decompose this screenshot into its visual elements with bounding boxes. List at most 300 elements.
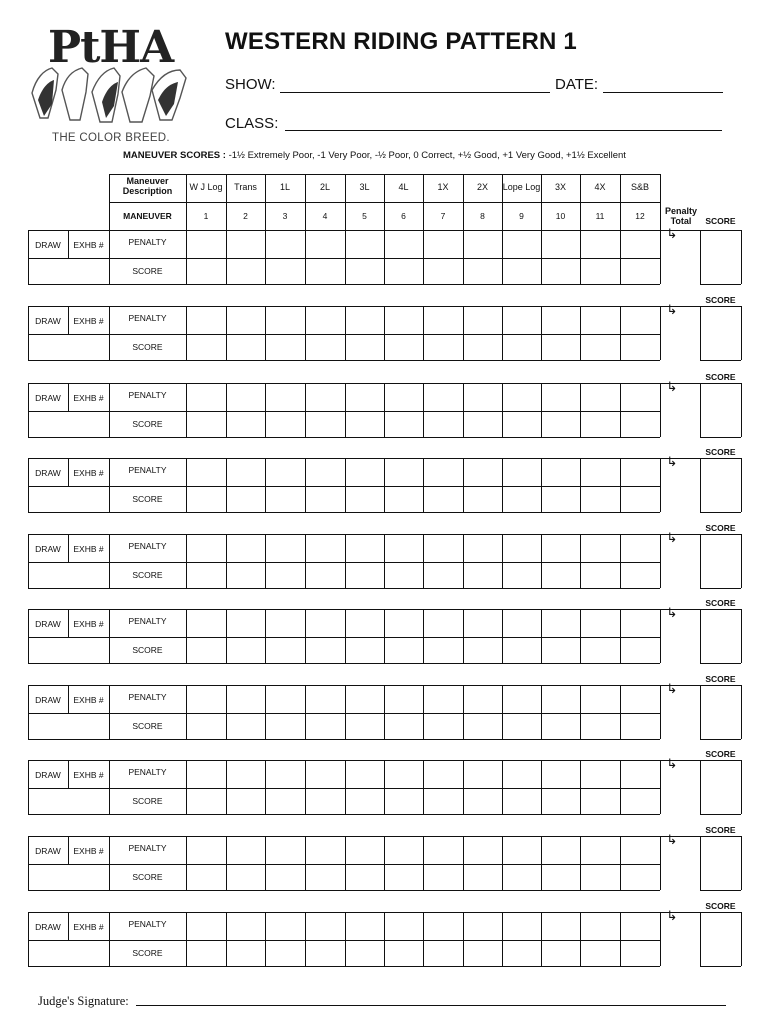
class-field[interactable] (285, 130, 722, 131)
score-cell[interactable] (384, 788, 423, 814)
penalty-cell[interactable] (423, 836, 463, 864)
maneuver-number: 10 (555, 211, 566, 221)
final-score-cell[interactable] (700, 912, 741, 966)
score-cell[interactable] (620, 562, 660, 588)
penalty-cell[interactable] (384, 383, 423, 411)
penalty-cell[interactable] (186, 458, 226, 486)
score-cell[interactable] (345, 486, 384, 512)
penalty-cell[interactable] (580, 836, 620, 864)
penalty-cell[interactable] (384, 306, 423, 334)
penalty-cell[interactable] (620, 609, 660, 637)
penalty-cell[interactable] (541, 836, 580, 864)
penalty-cell[interactable] (502, 534, 541, 562)
penalty-cell[interactable] (423, 534, 463, 562)
penalty-cell[interactable] (580, 458, 620, 486)
penalty-cell[interactable] (226, 836, 265, 864)
score-cell[interactable] (580, 713, 620, 739)
score-header: SCORE (705, 901, 736, 911)
score-cell[interactable] (384, 637, 423, 663)
score-cell[interactable] (423, 562, 463, 588)
penalty-cell[interactable] (186, 534, 226, 562)
final-score-cell[interactable] (700, 458, 741, 512)
final-score-cell[interactable] (700, 836, 741, 890)
penalty-total-cell[interactable] (660, 458, 700, 512)
final-score-cell[interactable] (700, 306, 741, 360)
maneuver-name: 2X (476, 182, 488, 192)
score-cell[interactable] (580, 411, 620, 437)
penalty-cell[interactable] (186, 760, 226, 788)
score-header: SCORE (705, 749, 736, 759)
final-score-cell[interactable] (700, 760, 741, 814)
penalty-cell[interactable] (345, 458, 384, 486)
score-cell[interactable] (463, 562, 502, 588)
score-cell[interactable] (620, 637, 660, 663)
score-cell[interactable] (305, 411, 345, 437)
penalty-cell[interactable] (580, 534, 620, 562)
penalty-cell[interactable] (580, 912, 620, 940)
penalty-cell[interactable] (463, 306, 502, 334)
penalty-cell[interactable] (463, 836, 502, 864)
score-cell[interactable] (620, 334, 660, 360)
final-score-cell[interactable] (700, 534, 741, 588)
class-label: CLASS: (225, 115, 279, 132)
score-cell[interactable] (463, 411, 502, 437)
score-cell[interactable] (620, 940, 660, 966)
score-cell[interactable] (226, 334, 265, 360)
penalty-cell[interactable] (265, 912, 305, 940)
penalty-cell[interactable] (384, 836, 423, 864)
penalty-cell[interactable] (384, 912, 423, 940)
penalty-cell[interactable] (463, 912, 502, 940)
penalty-cell[interactable] (384, 609, 423, 637)
arrow-icon: ↳ (666, 908, 678, 923)
rider-name-field[interactable] (28, 788, 109, 814)
penalty-cell[interactable] (463, 760, 502, 788)
penalty-cell[interactable] (345, 912, 384, 940)
score-cell[interactable] (463, 334, 502, 360)
penalty-cell[interactable] (620, 534, 660, 562)
penalty-cell[interactable] (305, 685, 345, 713)
score-cell[interactable] (541, 258, 580, 284)
penalty-cell[interactable] (305, 306, 345, 334)
score-cell[interactable] (463, 258, 502, 284)
score-cell[interactable] (580, 864, 620, 890)
penalty-cell[interactable] (423, 306, 463, 334)
penalty-cell[interactable] (345, 685, 384, 713)
score-cell[interactable] (502, 864, 541, 890)
penalty-cell[interactable] (541, 685, 580, 713)
penalty-cell[interactable] (265, 836, 305, 864)
score-cell[interactable] (345, 258, 384, 284)
score-cell[interactable] (463, 864, 502, 890)
penalty-cell[interactable] (305, 609, 345, 637)
penalty-cell[interactable] (345, 383, 384, 411)
penalty-cell[interactable] (384, 685, 423, 713)
penalty-cell[interactable] (305, 458, 345, 486)
penalty-cell[interactable] (580, 383, 620, 411)
penalty-cell[interactable] (305, 534, 345, 562)
score-cell[interactable] (384, 940, 423, 966)
penalty-cell[interactable] (226, 760, 265, 788)
penalty-cell[interactable] (502, 383, 541, 411)
penalty-cell[interactable] (502, 912, 541, 940)
score-cell[interactable] (345, 788, 384, 814)
score-label: SCORE (132, 645, 163, 655)
score-cell[interactable] (265, 334, 305, 360)
score-cell[interactable] (226, 486, 265, 512)
score-cell[interactable] (305, 940, 345, 966)
score-cell[interactable] (541, 788, 580, 814)
score-cell[interactable] (345, 562, 384, 588)
maneuver-number: 1 (203, 211, 209, 221)
score-cell[interactable] (580, 486, 620, 512)
maneuver-number: 6 (401, 211, 406, 221)
score-cell[interactable] (265, 411, 305, 437)
score-cell[interactable] (502, 940, 541, 966)
score-cell[interactable] (502, 334, 541, 360)
penalty-cell[interactable] (186, 912, 226, 940)
penalty-cell[interactable] (502, 230, 541, 258)
grid-line (700, 663, 741, 664)
score-cell[interactable] (541, 940, 580, 966)
score-cell[interactable] (186, 940, 226, 966)
penalty-cell[interactable] (186, 230, 226, 258)
score-cell[interactable] (502, 411, 541, 437)
score-cell[interactable] (580, 940, 620, 966)
score-cell[interactable] (620, 486, 660, 512)
score-cell[interactable] (384, 258, 423, 284)
penalty-cell[interactable] (541, 912, 580, 940)
score-cell[interactable] (463, 940, 502, 966)
penalty-total-cell[interactable] (660, 534, 700, 588)
grid-line (28, 663, 660, 664)
penalty-cell[interactable] (502, 458, 541, 486)
penalty-cell[interactable] (423, 230, 463, 258)
score-cell[interactable] (502, 713, 541, 739)
score-cell[interactable] (463, 486, 502, 512)
score-cell[interactable] (580, 258, 620, 284)
penalty-cell[interactable] (463, 534, 502, 562)
penalty-cell[interactable] (186, 383, 226, 411)
maneuver-name: Trans (234, 182, 257, 192)
score-header: SCORE (705, 447, 736, 457)
score-cell[interactable] (186, 411, 226, 437)
score-cell[interactable] (305, 562, 345, 588)
penalty-cell[interactable] (305, 230, 345, 258)
penalty-cell[interactable] (580, 685, 620, 713)
score-cell[interactable] (502, 486, 541, 512)
score-label: SCORE (132, 266, 163, 276)
score-cell[interactable] (541, 562, 580, 588)
penalty-cell[interactable] (226, 383, 265, 411)
scale-text: -1½ Extremely Poor, -1 Very Poor, -½ Poor, 0 Correct, +½ Good, +1 Very Good, +1½ Excellent (228, 150, 626, 161)
penalty-cell[interactable] (620, 230, 660, 258)
score-cell[interactable] (620, 411, 660, 437)
score-cell[interactable] (345, 940, 384, 966)
penalty-total-cell[interactable] (660, 912, 700, 966)
penalty-cell[interactable] (502, 760, 541, 788)
score-cell[interactable] (186, 562, 226, 588)
score-cell[interactable] (265, 864, 305, 890)
penalty-total-cell[interactable] (660, 230, 700, 284)
score-cell[interactable] (305, 637, 345, 663)
score-cell[interactable] (265, 713, 305, 739)
score-cell[interactable] (186, 864, 226, 890)
penalty-cell[interactable] (463, 685, 502, 713)
score-cell[interactable] (186, 788, 226, 814)
penalty-cell[interactable] (186, 609, 226, 637)
penalty-cell[interactable] (463, 458, 502, 486)
final-score-cell[interactable] (700, 685, 741, 739)
penalty-total-cell[interactable] (660, 760, 700, 814)
score-cell[interactable] (541, 637, 580, 663)
score-cell[interactable] (620, 258, 660, 284)
penalty-cell[interactable] (423, 458, 463, 486)
penalty-cell[interactable] (305, 912, 345, 940)
signature-field[interactable] (136, 1005, 726, 1006)
score-cell[interactable] (305, 486, 345, 512)
score-cell[interactable] (265, 940, 305, 966)
score-cell[interactable] (186, 486, 226, 512)
score-cell[interactable] (423, 940, 463, 966)
score-cell[interactable] (423, 486, 463, 512)
penalty-cell[interactable] (463, 230, 502, 258)
penalty-total-cell[interactable] (660, 836, 700, 890)
score-cell[interactable] (345, 864, 384, 890)
score-cell[interactable] (305, 334, 345, 360)
penalty-total-cell[interactable] (660, 609, 700, 663)
score-cell[interactable] (226, 713, 265, 739)
score-cell[interactable] (502, 788, 541, 814)
penalty-cell[interactable] (423, 383, 463, 411)
penalty-cell[interactable] (580, 760, 620, 788)
rider-name-field[interactable] (28, 562, 109, 588)
score-cell[interactable] (384, 486, 423, 512)
penalty-cell[interactable] (186, 306, 226, 334)
penalty-cell[interactable] (305, 760, 345, 788)
final-score-cell[interactable] (700, 609, 741, 663)
penalty-cell[interactable] (265, 534, 305, 562)
rider-name-field[interactable] (28, 411, 109, 437)
grid-line (700, 360, 741, 361)
penalty-cell[interactable] (541, 534, 580, 562)
penalty-total-cell[interactable] (660, 306, 700, 360)
score-cell[interactable] (345, 334, 384, 360)
penalty-cell[interactable] (226, 685, 265, 713)
score-cell[interactable] (384, 864, 423, 890)
score-cell[interactable] (423, 258, 463, 284)
penalty-cell[interactable] (502, 685, 541, 713)
penalty-cell[interactable] (345, 836, 384, 864)
penalty-cell[interactable] (305, 836, 345, 864)
score-cell[interactable] (186, 258, 226, 284)
score-label: SCORE (132, 872, 163, 882)
penalty-cell[interactable] (186, 836, 226, 864)
penalty-cell[interactable] (226, 534, 265, 562)
penalty-cell[interactable] (541, 609, 580, 637)
penalty-cell[interactable] (384, 760, 423, 788)
score-cell[interactable] (423, 334, 463, 360)
score-cell[interactable] (620, 788, 660, 814)
penalty-cell[interactable] (541, 383, 580, 411)
penalty-cell[interactable] (620, 912, 660, 940)
score-cell[interactable] (384, 334, 423, 360)
penalty-cell[interactable] (502, 306, 541, 334)
maneuver-name: Lope Log (502, 182, 541, 192)
penalty-cell[interactable] (620, 760, 660, 788)
score-cell[interactable] (384, 411, 423, 437)
penalty-total-label: Penalty Total (664, 206, 697, 226)
penalty-cell[interactable] (305, 383, 345, 411)
penalty-cell[interactable] (265, 383, 305, 411)
score-cell[interactable] (345, 411, 384, 437)
penalty-cell[interactable] (620, 685, 660, 713)
score-cell[interactable] (186, 637, 226, 663)
penalty-cell[interactable] (265, 230, 305, 258)
penalty-total-cell[interactable] (660, 685, 700, 739)
penalty-cell[interactable] (265, 609, 305, 637)
maneuver-number: 12 (635, 211, 645, 221)
date-field[interactable] (603, 92, 723, 93)
score-cell[interactable] (463, 788, 502, 814)
score-cell[interactable] (502, 637, 541, 663)
score-cell[interactable] (423, 713, 463, 739)
penalty-cell[interactable] (541, 458, 580, 486)
score-cell[interactable] (226, 562, 265, 588)
grid-line (741, 685, 742, 739)
penalty-cell[interactable] (265, 760, 305, 788)
score-cell[interactable] (384, 713, 423, 739)
score-cell[interactable] (265, 562, 305, 588)
penalty-cell[interactable] (423, 609, 463, 637)
grid-line (28, 437, 660, 438)
score-cell[interactable] (226, 637, 265, 663)
score-cell[interactable] (580, 788, 620, 814)
score-cell[interactable] (305, 713, 345, 739)
score-cell[interactable] (345, 637, 384, 663)
penalty-cell[interactable] (423, 760, 463, 788)
penalty-cell[interactable] (620, 306, 660, 334)
penalty-cell[interactable] (620, 836, 660, 864)
score-cell[interactable] (580, 334, 620, 360)
score-cell[interactable] (463, 713, 502, 739)
grid-line (741, 383, 742, 437)
maneuver-number: 2 (243, 211, 248, 221)
score-cell[interactable] (620, 864, 660, 890)
penalty-cell[interactable] (226, 912, 265, 940)
show-field[interactable] (280, 92, 550, 93)
final-score-cell[interactable] (700, 230, 741, 284)
score-cell[interactable] (186, 713, 226, 739)
rider-name-field[interactable] (28, 864, 109, 890)
score-cell[interactable] (541, 486, 580, 512)
score-cell[interactable] (226, 411, 265, 437)
penalty-cell[interactable] (265, 458, 305, 486)
score-cell[interactable] (265, 258, 305, 284)
score-cell[interactable] (580, 637, 620, 663)
score-cell[interactable] (463, 637, 502, 663)
penalty-cell[interactable] (226, 230, 265, 258)
penalty-cell[interactable] (541, 230, 580, 258)
rider-name-field[interactable] (28, 334, 109, 360)
rider-name-field[interactable] (28, 713, 109, 739)
score-cell[interactable] (265, 637, 305, 663)
score-cell[interactable] (541, 334, 580, 360)
score-cell[interactable] (384, 562, 423, 588)
score-cell[interactable] (423, 411, 463, 437)
penalty-cell[interactable] (463, 609, 502, 637)
score-cell[interactable] (305, 864, 345, 890)
penalty-cell[interactable] (423, 912, 463, 940)
penalty-cell[interactable] (226, 458, 265, 486)
penalty-cell[interactable] (226, 306, 265, 334)
penalty-cell[interactable] (423, 685, 463, 713)
score-cell[interactable] (423, 864, 463, 890)
score-cell[interactable] (345, 713, 384, 739)
penalty-cell[interactable] (463, 383, 502, 411)
score-cell[interactable] (265, 788, 305, 814)
score-cell[interactable] (423, 788, 463, 814)
penalty-cell[interactable] (265, 306, 305, 334)
penalty-cell[interactable] (345, 306, 384, 334)
score-cell[interactable] (620, 713, 660, 739)
score-cell[interactable] (265, 486, 305, 512)
score-cell[interactable] (226, 940, 265, 966)
penalty-cell[interactable] (345, 230, 384, 258)
penalty-cell[interactable] (541, 760, 580, 788)
penalty-cell[interactable] (620, 458, 660, 486)
rider-name-field[interactable] (28, 486, 109, 512)
score-cell[interactable] (541, 411, 580, 437)
penalty-cell[interactable] (541, 306, 580, 334)
penalty-cell[interactable] (580, 230, 620, 258)
penalty-cell[interactable] (384, 230, 423, 258)
rider-name-field[interactable] (28, 637, 109, 663)
rider-name-field[interactable] (28, 258, 109, 284)
score-cell[interactable] (502, 258, 541, 284)
penalty-cell[interactable] (265, 685, 305, 713)
penalty-cell[interactable] (580, 306, 620, 334)
score-cell[interactable] (305, 788, 345, 814)
penalty-cell[interactable] (186, 685, 226, 713)
score-cell[interactable] (423, 637, 463, 663)
score-cell[interactable] (226, 864, 265, 890)
score-cell[interactable] (541, 864, 580, 890)
rider-name-field[interactable] (28, 940, 109, 966)
penalty-cell[interactable] (226, 609, 265, 637)
score-cell[interactable] (226, 788, 265, 814)
score-cell[interactable] (580, 562, 620, 588)
penalty-cell[interactable] (345, 534, 384, 562)
draw-label: DRAW (35, 619, 61, 629)
score-cell[interactable] (502, 562, 541, 588)
grid-line (741, 760, 742, 814)
final-score-cell[interactable] (700, 383, 741, 437)
penalty-cell[interactable] (580, 609, 620, 637)
penalty-cell[interactable] (384, 458, 423, 486)
score-cell[interactable] (305, 258, 345, 284)
penalty-cell[interactable] (620, 383, 660, 411)
score-cell[interactable] (541, 713, 580, 739)
penalty-cell[interactable] (345, 609, 384, 637)
penalty-cell[interactable] (502, 836, 541, 864)
penalty-cell[interactable] (502, 609, 541, 637)
penalty-cell[interactable] (384, 534, 423, 562)
penalty-cell[interactable] (345, 760, 384, 788)
penalty-total-cell[interactable] (660, 383, 700, 437)
score-cell[interactable] (226, 258, 265, 284)
score-cell[interactable] (186, 334, 226, 360)
